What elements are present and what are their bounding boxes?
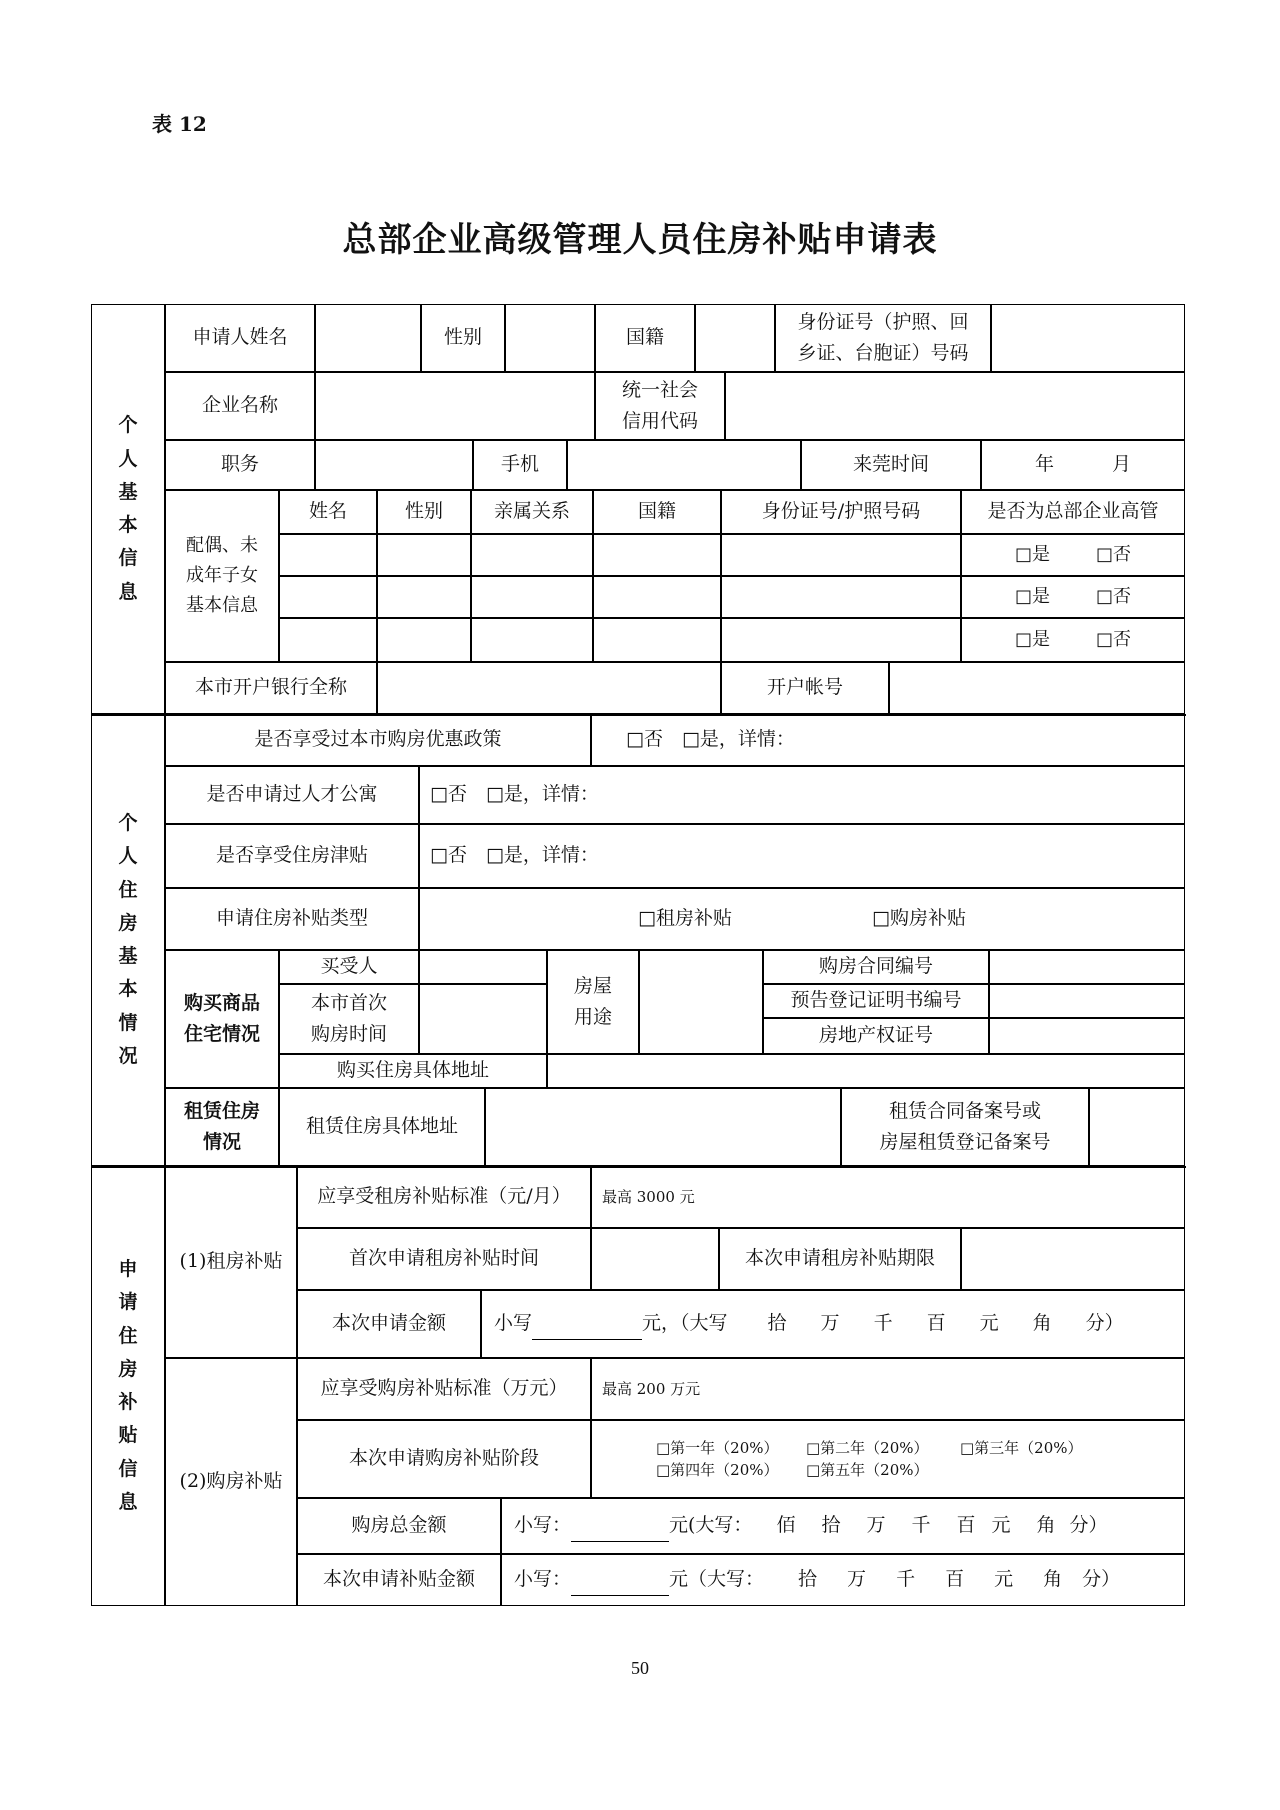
buy-stage-options [591,1420,1185,1498]
presale-no-label: 预告登记证明书编号 [763,984,989,1018]
purchase-info-label: 购买商品 住宅情况 [165,950,279,1088]
apply-unit-bai: 百 [945,1568,965,1591]
rent-unit-fen: 分） [1085,1312,1124,1335]
apply-amount-label: 本次申请补贴金额 [297,1554,501,1606]
family-row-1-name[interactable] [279,534,377,576]
contract-no-field[interactable] [989,950,1185,984]
total-small-label: 小写： [514,1514,572,1537]
company-name-field[interactable] [315,372,595,440]
rent-unit-wan: 万 [820,1312,840,1335]
family-row-2-name[interactable] [279,576,377,618]
section-subsidy-info: 申 请 住 房 补 贴 信 息 [91,1166,165,1606]
arrival-year-label: 年 [1034,453,1054,476]
family-row-1-yes-checkbox[interactable]: □是 [1014,544,1050,566]
rent-amount-big-label: 元，（大写 [642,1312,728,1335]
total-unit-shi: 拾 [821,1514,841,1537]
rental-address-field[interactable] [485,1088,841,1166]
rent-unit-qian: 千 [873,1312,893,1335]
family-row-2-nationality[interactable] [593,576,721,618]
family-row-2-gender[interactable] [377,576,471,618]
discount-policy-label: 是否享受过本市购房优惠政策 [165,714,591,766]
page-title: 总部企业高级管理人员住房补贴申请表 [342,220,938,260]
apply-unit-fen: 分） [1082,1568,1121,1591]
family-info-label: 配偶、未 成年子女 基本信息 [165,490,279,662]
position-label: 职务 [165,440,315,490]
family-row-3-yes-checkbox[interactable]: □是 [1014,629,1050,651]
family-row-2-yes-checkbox[interactable]: □是 [1014,586,1050,608]
rent-period-label: 本次申请租房补贴期限 [719,1228,961,1290]
family-row-1-nationality[interactable] [593,534,721,576]
family-row-1-executive [961,534,1185,576]
presale-no-field[interactable] [989,984,1185,1018]
rent-first-time-label: 首次申请租房补贴时间 [297,1228,591,1290]
house-use-field[interactable] [639,950,763,1054]
arrival-time-field[interactable] [981,440,1185,490]
total-amount-field[interactable] [501,1498,1185,1554]
apply-small-blank[interactable] [571,1564,669,1596]
family-row-3-executive [961,618,1185,662]
purchase-address-label: 购买住房具体地址 [279,1054,547,1088]
rent-amount-small-blank[interactable] [532,1308,642,1340]
id-number-field[interactable] [991,304,1185,372]
bank-name-label: 本市开户银行全称 [165,662,377,714]
family-header-gender: 性别 [377,490,471,534]
arrival-month-label: 月 [1112,453,1132,476]
rent-standard-value: 最高 3000 元 [591,1166,1185,1228]
family-row-2-id[interactable] [721,576,961,618]
applicant-name-field[interactable] [315,304,421,372]
buy-subsidy-label: (2)购房补贴 [165,1358,297,1606]
account-no-label: 开户帐号 [721,662,889,714]
family-row-2-relation[interactable] [471,576,593,618]
apply-small-label: 小写： [514,1568,572,1591]
family-row-1-gender[interactable] [377,534,471,576]
section-divider [92,714,1186,716]
property-no-field[interactable] [989,1018,1185,1054]
section-personal-info: 个 人 基 本 信 息 [91,304,165,714]
nationality-field[interactable] [695,304,775,372]
total-unit-bai: 佰 [776,1514,796,1537]
family-header-name: 姓名 [279,490,377,534]
apply-amount-field[interactable] [501,1554,1185,1606]
stage-year-5-checkbox[interactable]: □第五年（20%） [806,1461,929,1479]
family-row-1-id[interactable] [721,534,961,576]
rent-standard-label: 应享受租房补贴标准（元/月） [297,1166,591,1228]
total-big-label: 元(大写： [669,1514,753,1537]
rent-first-time-field[interactable] [591,1228,719,1290]
family-row-3-no-checkbox[interactable]: □否 [1096,629,1132,651]
family-row-3-nationality[interactable] [593,618,721,662]
table-number: 表 12 [152,112,207,136]
total-unit-jiao: 角 [1036,1514,1056,1537]
rent-unit-shi: 拾 [767,1312,787,1335]
position-field[interactable] [315,440,473,490]
stage-year-2-checkbox[interactable]: □第二年（20%） [806,1438,929,1457]
rent-amount-small-label: 小写 [494,1312,533,1335]
section-divider [92,1166,1186,1168]
subsidy-type-options [419,888,1185,950]
subsidy-type-label: 申请住房补贴类型 [165,888,419,950]
total-unit-yuan: 元 [991,1514,1011,1537]
total-amount-label: 购房总金额 [297,1498,501,1554]
rent-unit-bai: 百 [926,1312,946,1335]
buy-standard-label: 应享受购房补贴标准（万元） [297,1358,591,1420]
apply-unit-yuan: 元 [994,1568,1014,1591]
housing-allowance-label: 是否享受住房津贴 [165,824,419,888]
rent-subsidy-checkbox[interactable]: □租房补贴 [638,907,732,930]
rent-amount-label: 本次申请金额 [297,1290,481,1358]
family-row-3-relation[interactable] [471,618,593,662]
apply-unit-qian: 千 [896,1568,916,1591]
total-unit-qian: 千 [911,1514,931,1537]
buy-subsidy-checkbox[interactable]: □购房补贴 [872,907,966,930]
family-row-3-id[interactable] [721,618,961,662]
family-header-id: 身份证号/护照号码 [721,490,961,534]
apply-unit-shi: 拾 [798,1568,818,1591]
buy-stage-label: 本次申请购房补贴阶段 [297,1420,591,1498]
buy-standard-value: 最高 200 万元 [591,1358,1185,1420]
family-row-1-relation[interactable] [471,534,593,576]
stage-year-4-checkbox[interactable]: □第四年（20%） [656,1461,779,1479]
mobile-field[interactable] [567,440,801,490]
apply-big-label: 元（大写： [669,1568,765,1591]
gender-field[interactable] [505,304,595,372]
rent-subsidy-label: (1)租房补贴 [165,1166,297,1358]
mobile-label: 手机 [473,440,567,490]
gender-label: 性别 [421,304,505,372]
family-row-3-gender[interactable] [377,618,471,662]
rent-unit-yuan: 元 [979,1312,999,1335]
apply-unit-wan: 万 [847,1568,867,1591]
rental-record-field[interactable] [1089,1088,1185,1166]
rental-info-label: 租赁住房 情况 [165,1088,279,1166]
id-number-label: 身份证号（护照、回 乡证、台胞证）号码 [775,304,991,372]
total-unit-wan: 万 [866,1514,886,1537]
apply-unit-jiao: 角 [1043,1568,1063,1591]
bank-name-field[interactable] [377,662,721,714]
rental-record-label: 租赁合同备案号或 房屋租赁登记备案号 [841,1088,1089,1166]
family-header-relation: 亲属关系 [471,490,593,534]
family-row-1-no-checkbox[interactable]: □否 [1096,544,1132,566]
stage-year-3-checkbox[interactable]: □第三年（20%） [960,1438,1083,1457]
family-row-2-executive [961,576,1185,618]
nationality-label: 国籍 [595,304,695,372]
rental-address-label: 租赁住房具体地址 [279,1088,485,1166]
rent-period-field[interactable] [961,1228,1185,1290]
family-row-3-name[interactable] [279,618,377,662]
application-form [92,305,1186,1607]
company-name-label: 企业名称 [165,372,315,440]
property-no-label: 房地产权证号 [763,1018,989,1054]
account-no-field[interactable] [889,662,1185,714]
total-unit-bai-yuan: 百 [956,1514,976,1537]
rent-amount-field[interactable] [481,1290,1185,1358]
purchase-address-field[interactable] [547,1054,1185,1088]
page-number: 50 [631,1658,649,1678]
stage-year-1-checkbox[interactable]: □第一年（20%） [656,1438,779,1457]
total-small-blank[interactable] [571,1510,669,1542]
credit-code-field[interactable] [725,372,1185,440]
applicant-name-label: 申请人姓名 [165,304,315,372]
buyer-label: 买受人 [279,950,419,984]
family-header-executive: 是否为总部企业高管 [961,490,1185,534]
house-use-label: 房屋 用途 [547,950,639,1054]
talent-apartment-options[interactable]: □否 □是，详情： [419,766,1185,824]
total-unit-fen: 分） [1069,1514,1108,1537]
credit-code-label: 统一社会 信用代码 [595,372,725,440]
rent-unit-jiao: 角 [1032,1312,1052,1335]
contract-no-label: 购房合同编号 [763,950,989,984]
arrival-time-label: 来莞时间 [801,440,981,490]
family-row-2-no-checkbox[interactable]: □否 [1096,586,1132,608]
discount-policy-options[interactable]: □否 □是，详情： [591,714,1185,766]
talent-apartment-label: 是否申请过人才公寓 [165,766,419,824]
section-housing-info: 个 人 住 房 基 本 情 况 [91,714,165,1166]
buyer-field[interactable] [419,950,547,984]
first-purchase-field[interactable] [419,984,547,1054]
family-header-nationality: 国籍 [593,490,721,534]
housing-allowance-options[interactable]: □否 □是，详情： [419,824,1185,888]
first-purchase-label: 本市首次 购房时间 [279,984,419,1054]
